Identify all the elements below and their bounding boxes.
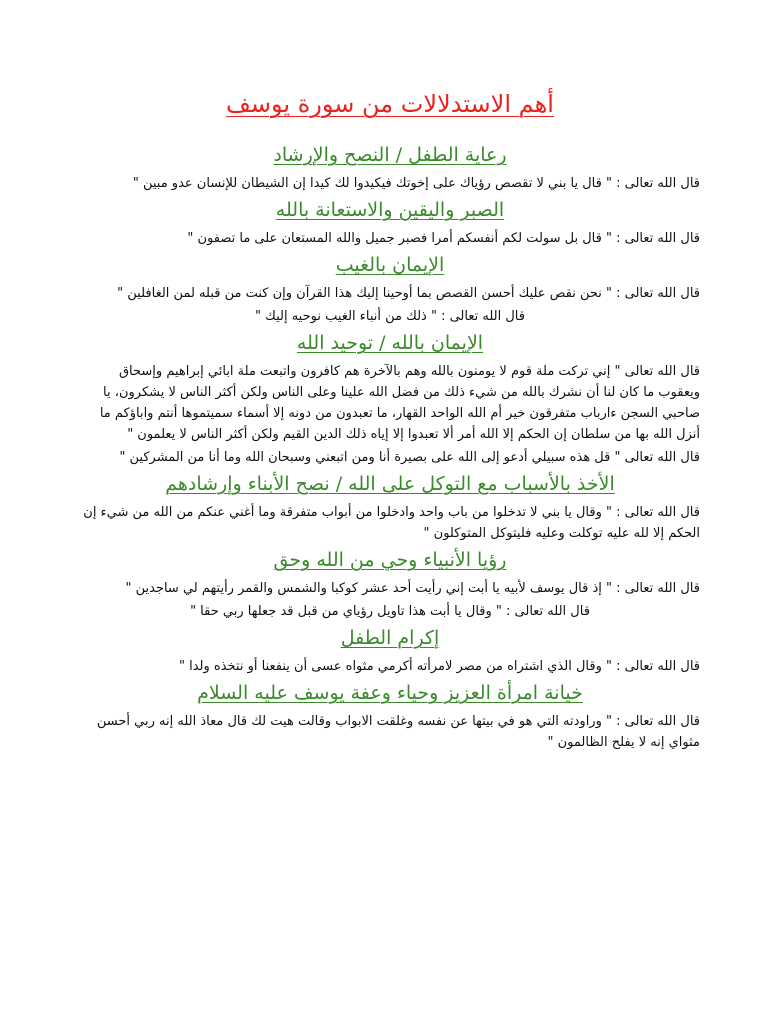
section-heading: الصبر واليقين والاستعانة بالله (275, 199, 505, 221)
verse-text: قال الله تعالى : " وقال الذي اشتراه من مصر لامرأته أكرمي مثواه عسى أن ينفعنا أو نتخذه ولدا " (178, 659, 700, 674)
verse-text: قال الله تعالى : " وقال يا بني لا تدخلوا من باب واحد وادخلوا من أبواب متفرقة وما أغني عنكم من الله من شيء إن الحكم إلا لله عليه توكلت وعليه فليتوكل المتوكلون " (83, 505, 700, 541)
section-heading: خيانة امرأة العزيز وحياء وعفة يوسف عليه السلام (197, 682, 583, 704)
verse-text: قال الله تعالى : " نحن نقص عليك أحسن القصص بما أوحينا إليك هذا القرآن وإن كنت من قبله لمن الغافلين " (117, 286, 700, 301)
document-title: أهم الاستدلالات من سورة يوسف (226, 90, 554, 118)
section-monotheism (80, 329, 700, 468)
verse-text: قال الله تعالى " قل هذه سبيلي أدعو إلى الله على بصيرة أنا ومن اتبعني وسبحان الله وما أنا من المشركين " (119, 450, 700, 465)
section-heading: الإيمان بالغيب (335, 254, 445, 276)
section-child-care (80, 141, 700, 194)
verse-text: قال الله تعالى : " وقال يا أبت هذا تاويل رؤياي من قبل قد جعلها ربي حقا " (190, 604, 590, 619)
verse-text: قال الله تعالى : " وراودته التي هو في بيتها عن نفسه وغلقت الابواب وقالت هيت لك قال معاذ الله إنه ربي أحسن مثواي إنه لا يفلح الظالمون " (96, 714, 700, 750)
section-faith-unseen (80, 251, 700, 327)
document-content (80, 84, 700, 755)
section-prophets-dreams (80, 546, 700, 622)
section-chastity (80, 679, 700, 753)
verse-text: قال الله تعالى : " إذ قال يوسف لأبيه يا أبت إني رأيت أحد عشر كوكبا والشمس والقمر رأيتهم لي ساجدين " (125, 581, 700, 596)
verse-text: قال الله تعالى : " قال يا بني لا تقصص رؤياك على إخوتك فيكيدوا لك كيدا إن الشيطان للإنسان عدو مبين " (132, 176, 700, 191)
section-honoring-child (80, 624, 700, 677)
section-heading: الأخذ بالأسباب مع التوكل على الله / نصح الأبناء وإرشادهم (165, 473, 615, 495)
section-reliance (80, 470, 700, 544)
verse-text: قال الله تعالى : " ذلك من أنباء الغيب نوحيه إليك " (255, 309, 525, 324)
section-heading: إكرام الطفل (340, 627, 440, 649)
section-heading: الإيمان بالله / توحيد الله (296, 332, 484, 354)
section-heading: رعاية الطفل / النصح والإرشاد (273, 144, 507, 166)
section-heading: رؤيا الأنبياء وحي من الله وحق (273, 549, 507, 571)
verse-text: قال الله تعالى : " قال بل سولت لكم أنفسكم أمرا فصبر جميل والله المستعان على ما تصفون " (187, 231, 700, 246)
verse-text: قال الله تعالى " إني تركت ملة قوم لا يومنون بالله وهم بالآخرة هم كافرون واتبعت ملة ابائي إبراهيم وإسحاق ويعقوب ما كان لنا أن نشرك بالله من شيء ذلك من فضل الله علينا وعلى الناس ولكن أكثر الناس لا يشكرون، يا صاحبي السجن ءارباب متفرقون خير أم الله الواحد القهار، ما تعبدون من دونه إلا أسماء سميتموها أنتم واباؤكم ما أنزل الله بها من سلطان إن الحكم إلا الله أمر ألا تعبدوا إلا إياه ذلك الدين القيم ولكن أكثر الناس لا يعلمون " (99, 364, 700, 442)
section-patience (80, 196, 700, 249)
